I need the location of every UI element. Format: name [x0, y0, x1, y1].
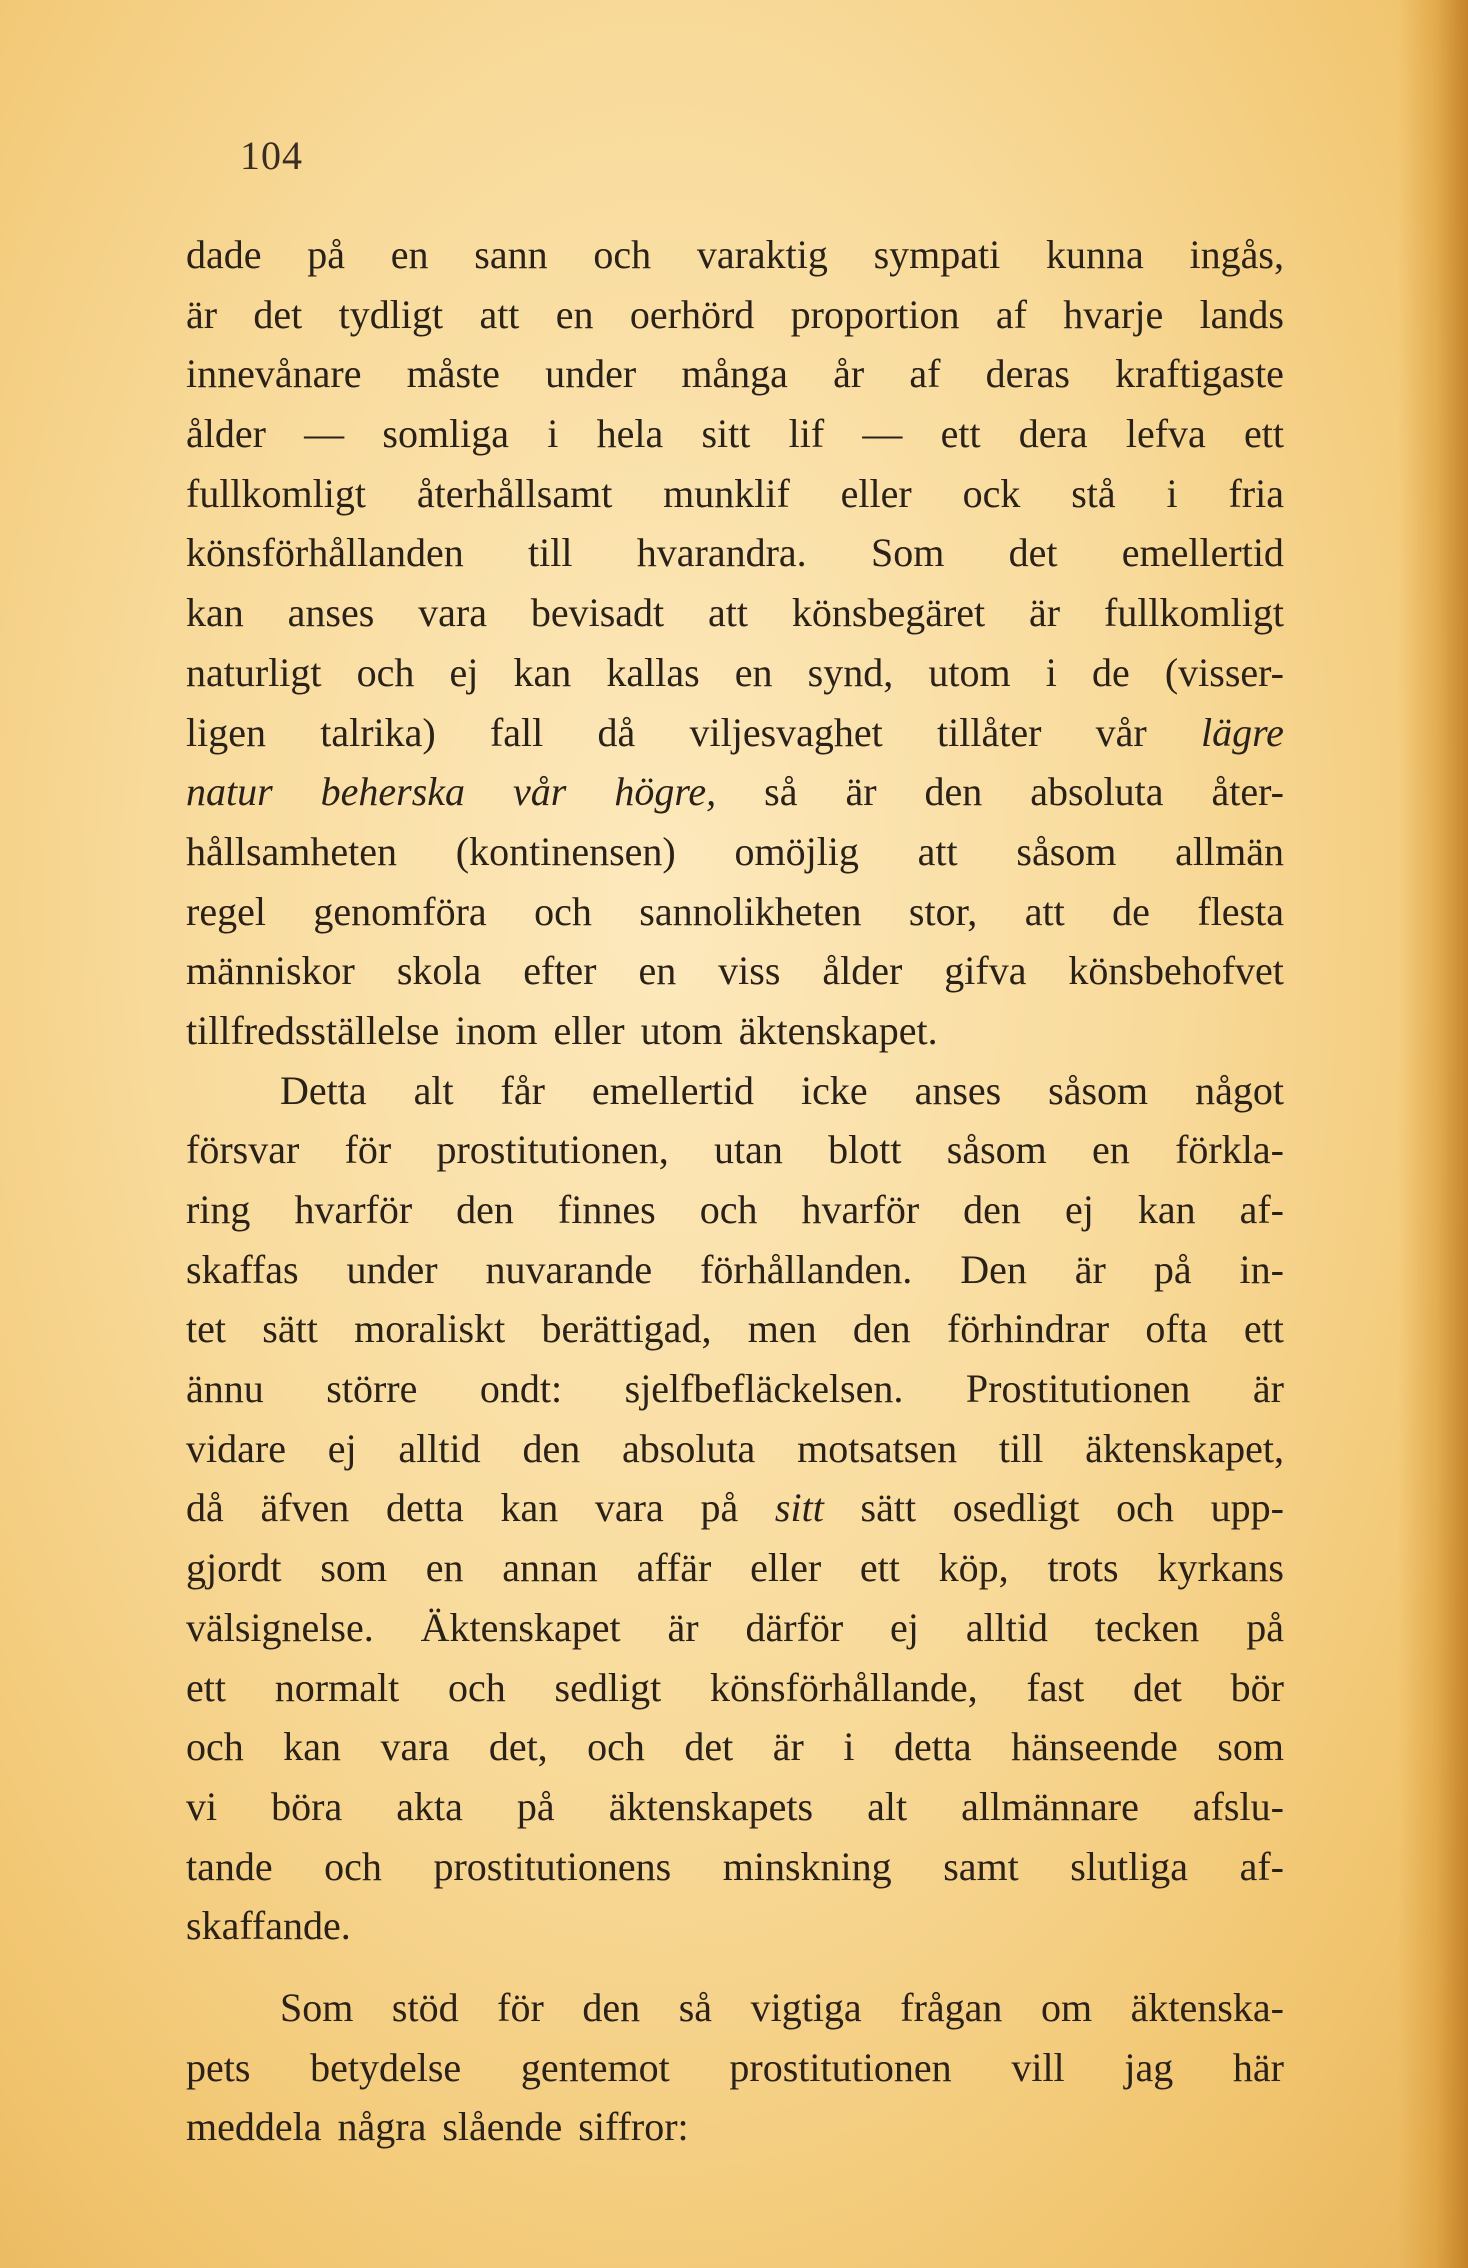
word: på — [700, 1485, 739, 1531]
text-line — [186, 404, 1284, 464]
word: är — [772, 1724, 804, 1770]
word: ofta — [1145, 1306, 1208, 1352]
word: ej — [890, 1604, 919, 1650]
word: könsbegäret — [791, 590, 986, 636]
word: kraftigaste — [1115, 351, 1284, 397]
word: som — [1217, 1724, 1284, 1770]
word: bör — [1230, 1664, 1284, 1710]
word: fria — [1228, 470, 1284, 516]
word: för — [344, 1127, 392, 1173]
word: är — [1252, 1366, 1284, 1412]
word: den — [852, 1306, 911, 1352]
word: en — [555, 291, 594, 337]
word: in- — [1239, 1246, 1284, 1292]
word: finnes — [557, 1187, 656, 1232]
word: utom — [640, 1007, 723, 1053]
text-line — [186, 2097, 1284, 2157]
word: lands — [1199, 291, 1284, 337]
word: alltid — [398, 1425, 481, 1471]
word: vill — [1011, 2044, 1065, 2090]
text-line — [186, 523, 1284, 583]
word: dade — [186, 232, 262, 277]
word: ock — [962, 470, 1021, 516]
word: könsbehofvet — [1068, 948, 1284, 994]
word: sitt — [701, 411, 751, 457]
word: kunna — [1046, 232, 1144, 277]
text-line — [186, 643, 1284, 703]
word: siffror: — [578, 2104, 689, 2150]
word: (visser- — [1164, 649, 1284, 695]
word: hela — [596, 411, 664, 457]
word: slående — [442, 2104, 563, 2150]
word: och — [699, 1187, 758, 1232]
word: Prostitutionen — [965, 1366, 1191, 1412]
word: eller — [840, 470, 912, 516]
word: vår — [1095, 709, 1147, 755]
word: natur — [186, 769, 273, 815]
word: af- — [1239, 1843, 1284, 1889]
word: tillfredsställelse — [186, 1007, 440, 1053]
word: emellertid — [1121, 530, 1284, 576]
word: blott — [828, 1127, 902, 1173]
word: men — [747, 1306, 817, 1352]
text-line — [186, 583, 1284, 643]
word: i — [1045, 649, 1057, 695]
word: Som — [870, 530, 945, 576]
word: prostitutionens — [433, 1843, 672, 1889]
word: vigtiga — [750, 1984, 862, 2030]
word: såsom — [1016, 828, 1117, 874]
text-line — [186, 285, 1284, 345]
text-line — [186, 1061, 1284, 1121]
word: — — [304, 411, 345, 457]
word: därför — [745, 1604, 844, 1650]
word: och — [593, 232, 652, 277]
word: utom — [928, 649, 1011, 695]
word: sjelfbefläckelsen. — [624, 1366, 904, 1412]
word: på — [516, 1783, 555, 1829]
word: vara — [594, 1485, 664, 1531]
word: att — [708, 590, 749, 636]
word: regel — [186, 888, 266, 934]
word: efter — [523, 948, 597, 994]
text-line — [186, 1180, 1284, 1240]
word: munklif — [663, 470, 790, 516]
word: allmän — [1175, 828, 1284, 874]
word: i — [843, 1724, 855, 1770]
text-line — [186, 2038, 1284, 2098]
word: och — [324, 1843, 382, 1889]
word: ingås, — [1189, 232, 1284, 277]
word: oerhörd — [629, 291, 755, 337]
word: motsatsen — [797, 1425, 958, 1471]
word: såsom — [946, 1127, 1047, 1173]
text-line — [186, 1299, 1284, 1359]
word: några — [337, 2104, 427, 2150]
text-line — [186, 1120, 1284, 1180]
word: sympati — [873, 232, 1001, 277]
word: och — [534, 888, 592, 934]
word: prostitutionen — [729, 2044, 952, 2090]
text-line — [186, 1658, 1284, 1718]
word: osedligt — [952, 1485, 1080, 1531]
word: hänseende — [1011, 1724, 1178, 1770]
word: (kontinensen) — [455, 828, 676, 874]
word: tande — [186, 1843, 273, 1889]
word: af- — [1239, 1187, 1284, 1232]
word: vi — [186, 1783, 218, 1829]
word: tydligt — [338, 291, 444, 337]
word: allmännare — [961, 1783, 1139, 1829]
text-line — [186, 941, 1284, 1001]
text-line — [186, 344, 1284, 404]
word: genomföra — [313, 888, 487, 934]
word: eller — [750, 1545, 822, 1591]
word: hållsamheten — [186, 828, 398, 874]
word: anses — [287, 590, 375, 636]
word: äfven — [260, 1485, 350, 1531]
word: en — [638, 948, 677, 994]
text-line — [186, 1538, 1284, 1598]
word: könsförhållande, — [709, 1664, 978, 1710]
word: på — [307, 232, 346, 277]
word: förhindrar — [946, 1306, 1110, 1352]
text-line — [186, 1419, 1284, 1479]
word: och — [356, 649, 415, 695]
word: ett — [859, 1545, 900, 1591]
word: köp, — [938, 1545, 1009, 1591]
word: det — [253, 291, 303, 337]
word: prostitutionen, — [436, 1127, 669, 1173]
word: inom — [455, 1007, 538, 1053]
word: kan — [513, 649, 572, 695]
word: om — [1040, 1984, 1093, 2030]
word: åter- — [1211, 769, 1284, 815]
word: vidare — [186, 1425, 286, 1471]
word: skaffande. — [186, 1903, 351, 1949]
word: en — [734, 649, 773, 695]
word: af — [995, 291, 1027, 337]
word: lif — [788, 411, 825, 457]
word: betydelse — [310, 2044, 462, 2090]
word: de — [1112, 888, 1150, 934]
word: fullkomligt — [1104, 590, 1284, 636]
word: får — [500, 1067, 545, 1113]
word: sann — [474, 232, 548, 277]
word: förkla- — [1175, 1127, 1284, 1173]
text-line — [186, 1896, 1284, 1956]
word: kyrkans — [1157, 1545, 1284, 1591]
word: ett — [1244, 411, 1284, 457]
word: minskning — [722, 1843, 892, 1889]
word: den — [963, 1187, 1021, 1232]
word: lefva — [1125, 411, 1206, 457]
word: då — [186, 1485, 224, 1531]
text-line — [186, 1478, 1284, 1538]
word: en — [1092, 1127, 1130, 1173]
word: innevånare — [186, 351, 362, 397]
text-line — [186, 762, 1284, 822]
word: i — [1166, 470, 1178, 516]
word: ålder — [186, 411, 266, 457]
word: äktenskapet. — [738, 1007, 938, 1053]
word: ring — [186, 1187, 251, 1232]
word: naturligt — [186, 649, 322, 695]
word: ett — [186, 1664, 226, 1710]
word: vår — [513, 769, 567, 815]
word: gjordt — [186, 1545, 282, 1591]
word: stå — [1071, 470, 1116, 516]
word: somliga — [382, 411, 510, 457]
text-line — [186, 1717, 1284, 1777]
word: affär — [636, 1545, 712, 1591]
word: kan — [186, 590, 244, 636]
word: skaffas — [186, 1246, 299, 1292]
word: Äktenskapet — [420, 1604, 621, 1650]
word: fullkomligt — [186, 470, 366, 516]
page-edge-shadow — [1398, 0, 1468, 2268]
word: återhållsamt — [416, 470, 613, 516]
word: och — [587, 1724, 645, 1770]
word: absoluta — [1030, 769, 1164, 815]
word: af — [909, 351, 941, 397]
word: sätt — [860, 1485, 917, 1531]
word: och — [447, 1664, 506, 1710]
text-line — [186, 225, 1284, 285]
word: stöd — [391, 1984, 459, 2030]
word: berättigad, — [541, 1306, 712, 1352]
word: kan — [283, 1724, 342, 1770]
word: viss — [718, 948, 781, 994]
word: ett — [940, 411, 981, 457]
word: högre, — [614, 769, 717, 815]
word: anses — [914, 1067, 1002, 1113]
word: så — [764, 769, 798, 815]
word: är — [1074, 1246, 1106, 1292]
word: här — [1232, 2044, 1284, 2090]
word: att — [479, 291, 520, 337]
word: till — [998, 1425, 1044, 1471]
word: afslu- — [1192, 1783, 1284, 1829]
word: hvarför — [294, 1187, 413, 1232]
word: varaktig — [696, 232, 828, 277]
word: år — [833, 351, 865, 397]
word: böra — [271, 1783, 343, 1829]
word: såsom — [1048, 1067, 1149, 1113]
word: är — [1029, 590, 1061, 636]
word: slutliga — [1070, 1843, 1189, 1889]
word: kan — [1137, 1187, 1196, 1232]
word: att — [1024, 888, 1065, 934]
word: pets — [186, 2044, 251, 2090]
page-number: 104 — [240, 133, 303, 178]
word: alltid — [965, 1604, 1049, 1650]
word: — — [862, 411, 903, 457]
word: den — [924, 769, 983, 815]
word: samt — [943, 1843, 1019, 1889]
word: kallas — [606, 649, 700, 695]
word: sitt — [774, 1485, 824, 1531]
word: de — [1091, 649, 1130, 695]
word: sätt — [262, 1306, 318, 1352]
word: nuvarande — [485, 1246, 653, 1292]
word: alt — [867, 1783, 908, 1829]
word: eller — [553, 1007, 625, 1053]
word: Den — [960, 1246, 1027, 1292]
word: dera — [1018, 411, 1088, 457]
word: meddela — [186, 2104, 322, 2150]
word: stor, — [908, 888, 978, 934]
word: för — [497, 1984, 544, 2030]
word: ligen — [186, 709, 266, 755]
text-line — [186, 822, 1284, 882]
word: då — [597, 709, 636, 755]
word: frågan — [900, 1984, 1003, 2030]
word: det — [1133, 1664, 1182, 1710]
text-line — [186, 1598, 1284, 1658]
word: Detta — [280, 1067, 367, 1113]
word: deras — [985, 351, 1070, 397]
word: äktenska- — [1130, 1984, 1284, 2030]
word: ej — [327, 1425, 357, 1471]
word: ej — [1064, 1187, 1094, 1232]
word: på — [1246, 1604, 1284, 1650]
word: ålder — [822, 948, 903, 994]
word: måste — [406, 351, 500, 397]
word: utan — [713, 1127, 783, 1173]
word: den — [522, 1425, 581, 1471]
word: upp- — [1210, 1485, 1284, 1531]
word: det, — [488, 1724, 548, 1770]
word: många — [681, 351, 788, 397]
text-line — [186, 1978, 1284, 2038]
word: större — [326, 1366, 418, 1412]
word: hvarandra. — [636, 530, 807, 576]
word: hvarför — [801, 1187, 920, 1232]
word: Som — [280, 1984, 354, 2030]
word: är — [845, 769, 877, 815]
word: synd, — [807, 649, 894, 695]
word: äktenskapet, — [1085, 1425, 1284, 1471]
word: detta — [893, 1724, 972, 1770]
word: absoluta — [622, 1425, 756, 1471]
word: ondt: — [479, 1366, 563, 1412]
word: skola — [396, 948, 482, 994]
word: till — [528, 530, 573, 576]
word: under — [545, 351, 637, 397]
word: den — [582, 1984, 641, 2030]
word: ännu — [186, 1366, 264, 1412]
word: alt — [413, 1067, 454, 1113]
text-line — [186, 1837, 1284, 1897]
word: äktenskapets — [608, 1783, 814, 1829]
word: en — [390, 232, 429, 277]
word: tecken — [1094, 1604, 1200, 1650]
word: det — [684, 1724, 734, 1770]
word: akta — [396, 1783, 463, 1829]
word: omöjlig — [734, 828, 859, 874]
word: normalt — [274, 1664, 400, 1710]
word: kan — [500, 1485, 559, 1531]
word: människor — [186, 948, 355, 994]
word: välsignelse. — [186, 1604, 374, 1650]
word: så — [678, 1984, 713, 2030]
word: sedligt — [554, 1664, 662, 1710]
text-line — [186, 1777, 1284, 1837]
word: ej — [449, 649, 479, 695]
word: jag — [1124, 2044, 1174, 2090]
word: att — [917, 828, 958, 874]
word: hvarje — [1063, 291, 1164, 337]
word: som — [320, 1545, 387, 1591]
word: moraliskt — [354, 1306, 506, 1352]
word: viljesvaghet — [689, 709, 883, 755]
word: det — [1008, 530, 1058, 576]
word: ett — [1243, 1306, 1284, 1352]
word: tillåter — [937, 709, 1042, 755]
word: i — [547, 411, 559, 457]
word: vara — [418, 590, 487, 636]
word: lägre — [1200, 709, 1284, 755]
text-line — [186, 703, 1284, 763]
word: vara — [380, 1724, 450, 1770]
word: emellertid — [591, 1067, 755, 1113]
word: försvar — [186, 1127, 300, 1173]
word: könsförhållanden — [186, 530, 464, 576]
word: beherska — [320, 769, 466, 815]
word: något — [1195, 1067, 1284, 1113]
word: förhållanden. — [700, 1246, 913, 1292]
word: är — [667, 1604, 699, 1650]
text-line — [186, 1001, 1284, 1061]
text-line — [186, 464, 1284, 524]
word: på — [1153, 1246, 1192, 1292]
word: och — [186, 1724, 244, 1770]
word: trots — [1047, 1545, 1119, 1591]
word: detta — [386, 1485, 464, 1531]
text-line — [186, 1240, 1284, 1300]
word: är — [186, 291, 218, 337]
word: icke — [800, 1067, 868, 1113]
word: talrika) — [320, 709, 436, 755]
word: fast — [1026, 1664, 1085, 1710]
word: tet — [186, 1306, 226, 1352]
text-line — [186, 882, 1284, 942]
word: flesta — [1197, 888, 1284, 934]
word: proportion — [790, 291, 960, 337]
word: en — [425, 1545, 464, 1591]
word: den — [456, 1187, 514, 1232]
body-text — [186, 225, 1284, 2157]
word: gentemot — [520, 2044, 670, 2090]
word: sannolikheten — [639, 888, 862, 934]
word: och — [1116, 1485, 1174, 1531]
text-line — [186, 1359, 1284, 1419]
word: gifva — [944, 948, 1027, 994]
word: fall — [489, 709, 544, 755]
word: bevisadt — [530, 590, 665, 636]
word: annan — [502, 1545, 598, 1591]
word: under — [346, 1246, 438, 1292]
